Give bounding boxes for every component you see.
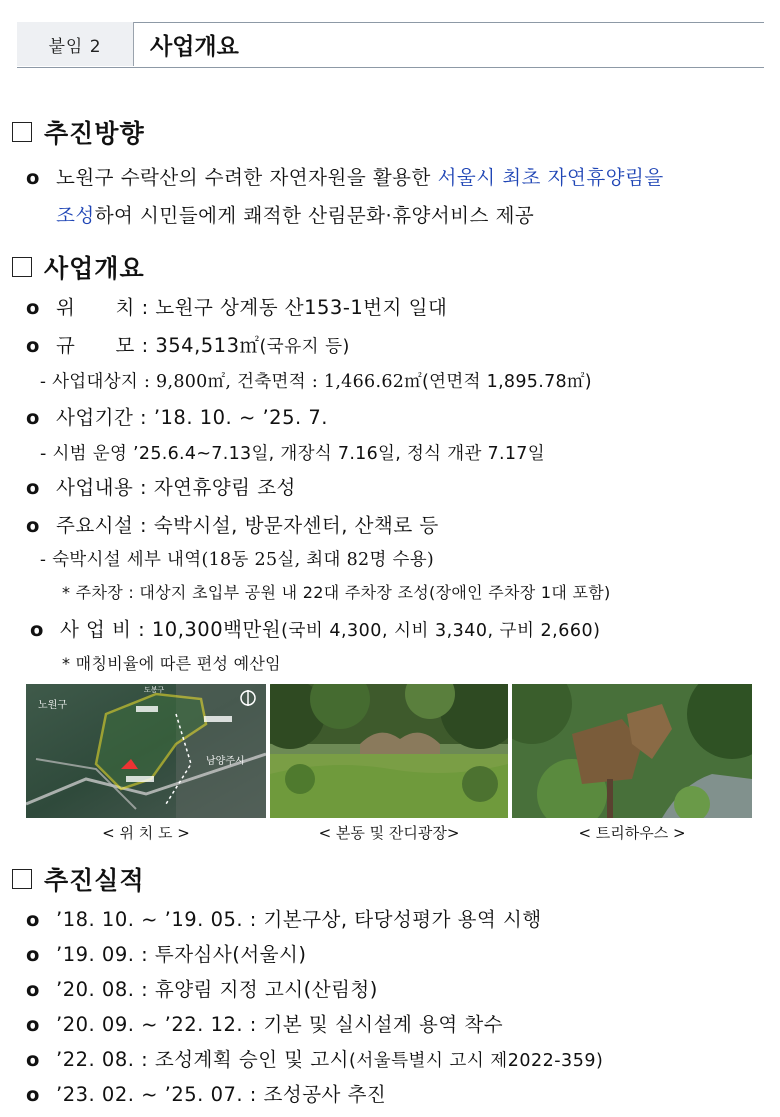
section-heading-progress xyxy=(12,862,145,896)
map-label-dobong: 도봉구 xyxy=(144,686,165,694)
progress-item: o ’22. 08. : 조성계획 승인 및 고시(서울특별시 고시 제2022-359) xyxy=(26,1048,604,1071)
location-map-image xyxy=(26,684,266,818)
scale-row: o 규 모 : 354,513㎡(국유지 등) xyxy=(26,334,350,357)
checkbox-square-icon xyxy=(12,257,32,277)
map-caption: < 위 치 도 > xyxy=(102,824,190,842)
bullet-circle-icon: o xyxy=(26,978,40,1001)
period-row: o 사업기간 : ’18. 10. ~ ’25. 7. xyxy=(26,406,328,429)
checkbox-square-icon xyxy=(12,122,32,142)
bullet-circle-icon: o xyxy=(26,476,40,499)
section-title: 추진방향 xyxy=(44,119,145,148)
scale-subitem: - 사업대상지 : 9,800㎡, 건축면적 : 1,466.62㎡(연면적 1,895.78㎡) xyxy=(40,372,592,392)
attachment-label: 붙임 2 xyxy=(17,22,134,66)
facility-row: o 주요시설 : 숙박시설, 방문자센터, 산책로 등 xyxy=(26,514,439,537)
bullet-circle-icon: o xyxy=(26,943,40,966)
treehouse-photo xyxy=(512,684,752,818)
bullet-circle-icon: o xyxy=(26,334,40,357)
progress-item: o ’20. 08. : 휴양림 지정 고시(산림청) xyxy=(26,978,378,1001)
bullet-circle-icon: o xyxy=(26,406,40,429)
section-heading-overview xyxy=(12,250,145,284)
content-row: o 사업내용 : 자연휴양림 조성 xyxy=(26,476,296,499)
bullet-circle-icon: o xyxy=(26,1083,40,1106)
direction-line-1: o 노원구 수락산의 수려한 자연자원을 활용한 서울시 최초 자연휴양림을 xyxy=(26,166,664,189)
direction-line-2: 조성하여 시민들에게 쾌적한 산림문화·휴양서비스 제공 xyxy=(56,204,535,227)
bullet-circle-icon: o xyxy=(30,618,44,641)
progress-item: o ’20. 09. ~ ’22. 12. : 기본 및 실시설계 용역 착수 xyxy=(26,1013,504,1036)
budget-row: o 사 업 비 : 10,300백만원(국비 4,300, 시비 3,340, 구비 2,660) xyxy=(30,618,601,641)
treehouse-caption: < 트리하우스 > xyxy=(578,824,686,842)
page-title: 사업개요 xyxy=(150,33,239,60)
progress-item: o ’18. 10. ~ ’19. 05. : 기본구상, 타당성평가 용역 시행 xyxy=(26,908,542,931)
progress-item: o ’23. 02. ~ ’25. 07. : 조성공사 추진 xyxy=(26,1083,387,1106)
facility-subitem: - 숙박시설 세부 내역(18동 25실, 최대 82명 수용) xyxy=(40,550,435,570)
bullet-circle-icon: o xyxy=(26,908,40,931)
section-title: 추진실적 xyxy=(44,866,145,895)
highlight-text: 조성 xyxy=(56,204,95,227)
location-row: o 위 치 : 노원구 상계동 산153-1번지 일대 xyxy=(26,296,448,319)
period-subitem: - 시범 운영 ’25.6.4~7.13일, 개장식 7.16일, 정식 개관 7.17일 xyxy=(40,444,545,464)
section-heading-direction xyxy=(12,115,145,149)
main-building-caption: < 본동 및 잔디광장> xyxy=(318,824,460,842)
progress-item: o ’19. 09. : 투자심사(서울시) xyxy=(26,943,307,966)
bullet-circle-icon: o xyxy=(26,1013,40,1036)
bullet-circle-icon: o xyxy=(26,296,40,319)
map-label-nowon: 노원구 xyxy=(38,700,67,711)
bullet-circle-icon: o xyxy=(26,514,40,537)
parking-note: * 주차장 : 대상지 초입부 공원 내 22대 주차장 조성(장애인 주차장 1대 포함) xyxy=(62,583,611,602)
bullet-circle-icon: o xyxy=(26,1048,40,1071)
highlight-text: 서울시 최초 자연휴양림을 xyxy=(437,166,664,189)
section-title: 사업개요 xyxy=(44,254,145,283)
checkbox-square-icon xyxy=(12,869,32,889)
bullet-circle-icon: o xyxy=(26,166,40,189)
budget-note: * 매칭비율에 따른 편성 예산임 xyxy=(62,654,281,673)
main-building-lawn-photo xyxy=(270,684,508,818)
map-label-namyangju: 남양주시 xyxy=(206,756,245,767)
